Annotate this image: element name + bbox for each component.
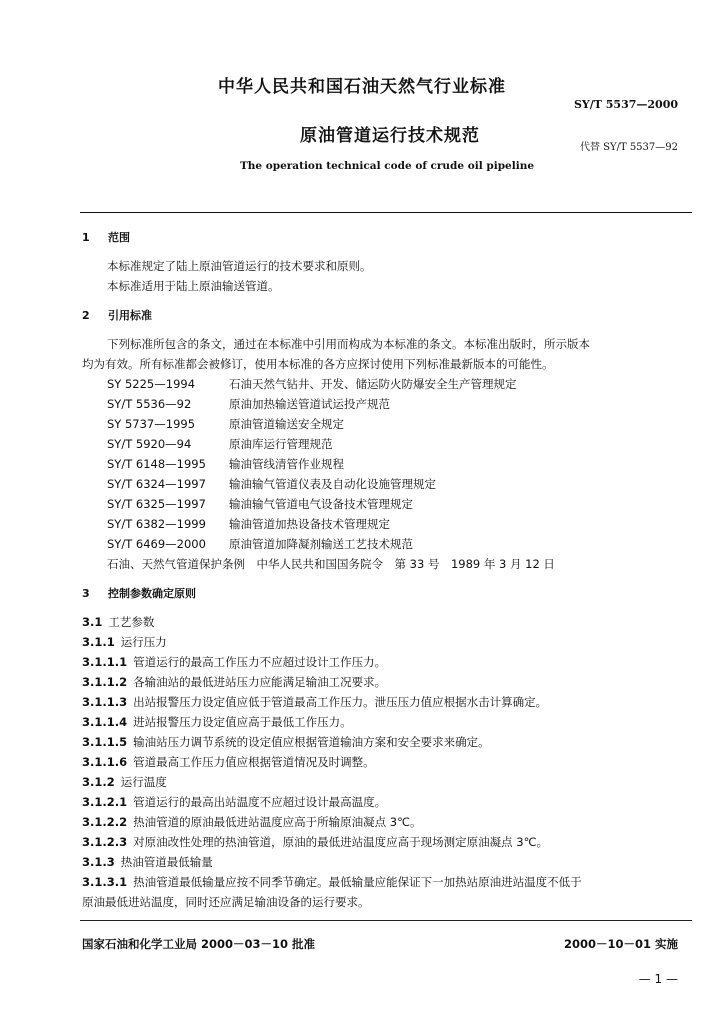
reference-item <box>107 516 390 532</box>
clause <box>82 734 490 750</box>
clause-text: 输油站压力调节系统的设定值应根据管道输油方案和安全要求来确定。 <box>133 735 490 749</box>
reference-item <box>107 396 390 412</box>
clause <box>82 674 386 690</box>
clause-text: 各输油站的最低进站压力应能满足输油工况要求。 <box>133 675 387 689</box>
clause <box>82 794 386 810</box>
clause <box>82 834 548 850</box>
clause <box>82 754 375 770</box>
section-title: 引用标准 <box>108 309 152 322</box>
paragraph: 均为有效。所有标准都会被修订，使用本标准的各方应探讨使用下列标准最新版本的可能性。 <box>82 357 554 371</box>
clause-text: 出站报警压力设定值应低于管道最高工作压力。泄压压力值应根据水击计算确定。 <box>133 695 548 709</box>
header-divider <box>80 212 692 213</box>
clause-number: 3.1.1.3 <box>82 695 128 709</box>
paragraph: 本标准规定了陆上原油管道运行的技术要求和原则。 <box>107 259 372 273</box>
clause-number: 3.1.1.4 <box>82 715 128 729</box>
clause <box>82 634 167 650</box>
section-1-heading <box>82 229 130 245</box>
reference-code: SY/T 6324—1997 <box>107 477 206 491</box>
effective-date: 2000－10－01 实施 <box>563 937 678 951</box>
reference-item <box>107 416 344 432</box>
reference-title: 输油管道加热设备技术管理规定 <box>229 517 390 531</box>
clause-number: 3.1.1.5 <box>82 735 128 749</box>
reference-title: 原油管道加降凝剂输送工艺技术规范 <box>229 537 413 551</box>
section-number: 3 <box>82 587 90 600</box>
replaces-standard: 代替 SY/T 5537—92 <box>579 142 678 153</box>
clause-text: 对原油改性处理的热油管道，原油的最低进站温度应高于现场测定原油凝点 3℃。 <box>133 835 549 849</box>
clause-number: 3.1.2.3 <box>82 835 128 849</box>
clause-text: 热油管道最低输量应按不同季节确定。最低输量应能保证下一加热站原油进站温度不低于 <box>133 875 582 889</box>
reference-title: 原油库运行管理规范 <box>229 437 333 451</box>
paragraph: 本标准适用于陆上原油输送管道。 <box>107 279 280 293</box>
clause-text: 热油管道最低输量 <box>120 855 213 869</box>
clause-continuation: 原油最低进站温度，同时还应满足输油设备的运行要求。 <box>82 895 370 909</box>
footer-divider <box>80 920 692 921</box>
reference-code: SY 5737—1995 <box>107 417 196 431</box>
reference-item <box>107 476 436 492</box>
reference-item <box>107 536 413 552</box>
reference-title: 输油输气管道电气设备技术管理规定 <box>229 497 413 511</box>
section-2-heading <box>82 307 152 323</box>
clause <box>82 614 154 630</box>
clause-text: 运行压力 <box>120 635 167 649</box>
clause-number: 3.1.2 <box>82 775 115 789</box>
reference-code: SY/T 6469—2000 <box>107 537 206 551</box>
clause-number: 3.1.3 <box>82 855 115 869</box>
reference-title: 原油加热输送管道试运投产规范 <box>229 397 390 411</box>
clause <box>82 714 352 730</box>
reference-title: 原油管道输送安全规定 <box>229 417 344 431</box>
clause <box>82 874 582 890</box>
section-number: 1 <box>82 231 90 244</box>
standard-category-title: 中华人民共和国石油天然气行业标准 <box>218 77 506 97</box>
clause <box>82 654 386 670</box>
reference-item <box>107 496 413 512</box>
reference-code: SY/T 6382—1999 <box>107 517 206 531</box>
clause-number: 3.1.1.6 <box>82 755 128 769</box>
reference-code: SY 5225—1994 <box>107 377 196 391</box>
section-title: 范围 <box>108 231 130 244</box>
clause <box>82 694 547 710</box>
reference-code: SY/T 5536—92 <box>107 397 192 411</box>
clause-text: 管道运行的最高工作压力不应超过设计工作压力。 <box>133 655 387 669</box>
clause-number: 3.1.2.2 <box>82 815 128 829</box>
reference-title: 石油天然气钻井、开发、储运防火防爆安全生产管理规定 <box>229 377 517 391</box>
paragraph: 下列标准所包含的条文，通过在本标准中引用而构成为本标准的条文。本标准出版时，所示版本 <box>107 337 590 351</box>
reference-title: 输油输气管道仪表及自动化设施管理规定 <box>229 477 436 491</box>
section-title: 控制参数确定原则 <box>108 587 196 600</box>
reference-title: 输油管线清管作业规程 <box>229 457 344 471</box>
english-title: The operation technical code of crude oil pipeline <box>239 160 535 172</box>
reference-code: SY/T 5920—94 <box>107 437 192 451</box>
reference-item-regulation: 石油、天然气管道保护条例 中华人民共和国国务院令 第 33 号 1989 年 3 月 12 日 <box>107 557 555 571</box>
standard-number: SY/T 5537—2000 <box>573 98 678 111</box>
clause-text: 热油管道的原油最低进站温度应高于所输原油凝点 3℃。 <box>133 815 422 829</box>
clause-number: 3.1.2.1 <box>82 795 128 809</box>
clause-text: 管道最高工作压力值应根据管道情况及时调整。 <box>133 755 375 769</box>
section-number: 2 <box>82 309 90 322</box>
clause-number: 3.1.1 <box>82 635 115 649</box>
page-number: — 1 — <box>638 972 678 986</box>
clause-number: 3.1.1.1 <box>82 655 128 669</box>
document-title: 原油管道运行技术规范 <box>300 126 480 146</box>
clause-number: 3.1 <box>82 615 103 629</box>
clause-text: 运行温度 <box>120 775 167 789</box>
reference-item <box>107 456 344 472</box>
reference-item <box>107 376 517 392</box>
clause <box>82 854 213 870</box>
clause <box>82 814 422 830</box>
clause-text: 进站报警压力设定值应高于最低工作压力。 <box>133 715 352 729</box>
clause-text: 管道运行的最高出站温度不应超过设计最高温度。 <box>133 795 387 809</box>
section-3-heading <box>82 585 196 601</box>
clause-number: 3.1.1.2 <box>82 675 128 689</box>
clause <box>82 774 167 790</box>
clause-text: 工艺参数 <box>108 615 155 629</box>
approval-info: 国家石油和化学工业局 2000－03－10 批准 <box>82 937 316 951</box>
reference-code: SY/T 6148—1995 <box>107 457 206 471</box>
clause-number: 3.1.3.1 <box>82 875 128 889</box>
reference-code: SY/T 6325—1997 <box>107 497 206 511</box>
reference-item <box>107 436 333 452</box>
